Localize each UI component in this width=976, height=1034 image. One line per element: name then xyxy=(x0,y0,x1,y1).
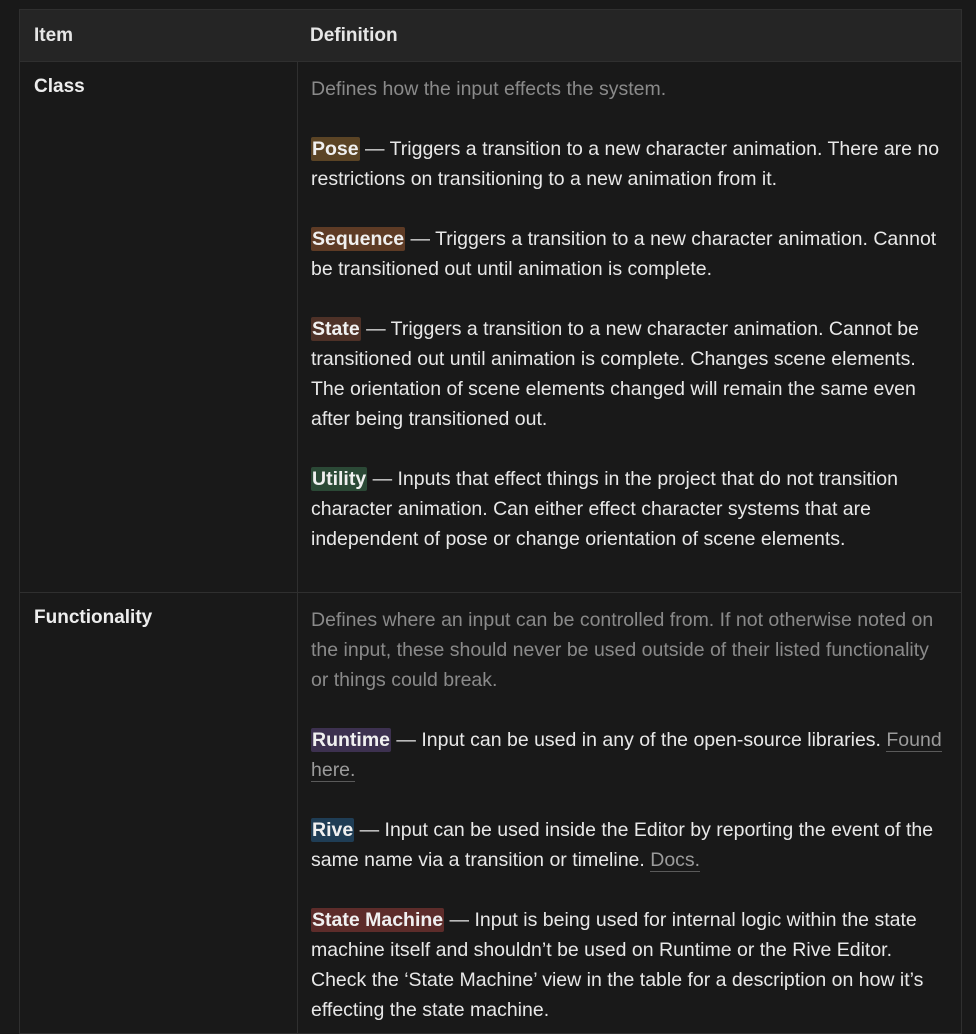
runtime-description: — Input can be used in any of the open-source libraries. xyxy=(391,729,887,751)
functionality-entry-rive xyxy=(311,815,947,875)
table-row-class[interactable] xyxy=(20,62,961,593)
pose-tag: Pose xyxy=(312,138,359,160)
column-header-definition[interactable]: Definition xyxy=(310,24,398,46)
class-intro: Defines how the input effects the system. xyxy=(311,78,667,100)
found-here-link[interactable]: Found here. xyxy=(311,729,942,781)
utility-description: — Inputs that effect things in the project that do not transition character animation. Can either effect character systems that are independent of pose or change orientation of scene elements. xyxy=(311,468,898,550)
functionality-entry-state-machine xyxy=(311,905,947,1025)
rive-tag: Rive xyxy=(312,819,354,841)
functionality-entry-runtime xyxy=(311,725,947,785)
rive-description: — Input can be used inside the Editor by reporting the event of the same name via a transition or timeline. xyxy=(311,819,934,871)
runtime-tag: Runtime xyxy=(312,729,390,751)
definition-cell-class[interactable] xyxy=(297,62,961,592)
utility-tag: Utility xyxy=(312,468,367,490)
item-cell-class[interactable]: Class xyxy=(34,76,85,97)
class-entry-state xyxy=(311,314,947,434)
table-header-row xyxy=(20,10,961,62)
class-entry-pose xyxy=(311,134,947,194)
class-entry-sequence xyxy=(311,224,947,284)
item-cell-functionality[interactable]: Functionality xyxy=(34,607,153,628)
state-tag: State xyxy=(312,318,360,340)
sequence-tag: Sequence xyxy=(312,228,405,250)
state-machine-description: — Input is being used for internal logic within the state machine itself and shouldn’t be used on Runtime or the Rive Editor. Check the ‘State Machine’ view in the table for a description on how it’s effecting the state machine. xyxy=(311,909,924,1021)
docs-link[interactable]: Docs. xyxy=(650,849,701,871)
table-row-functionality[interactable] xyxy=(20,593,961,1034)
sequence-description: — Triggers a transition to a new character animation. Cannot be transitioned out until animation is complete. xyxy=(311,228,937,280)
state-machine-tag: State Machine xyxy=(312,909,444,931)
pose-description: — Triggers a transition to a new character animation. There are no restrictions on transitioning to a new animation from it. xyxy=(311,138,940,190)
class-entry-utility xyxy=(311,464,947,554)
definitions-table xyxy=(19,9,962,1034)
state-description: — Triggers a transition to a new character animation. Cannot be transitioned out until animation is complete. Changes scene elements. The orientation of scene elements changed will remain the same even after being transitioned out. xyxy=(311,318,919,430)
column-header-item[interactable]: Item xyxy=(34,24,74,46)
definition-cell-functionality[interactable] xyxy=(297,593,961,1033)
functionality-intro: Defines where an input can be controlled from. If not otherwise noted on the input, these should never be used outside of their listed functionality or things could break. xyxy=(311,609,934,691)
